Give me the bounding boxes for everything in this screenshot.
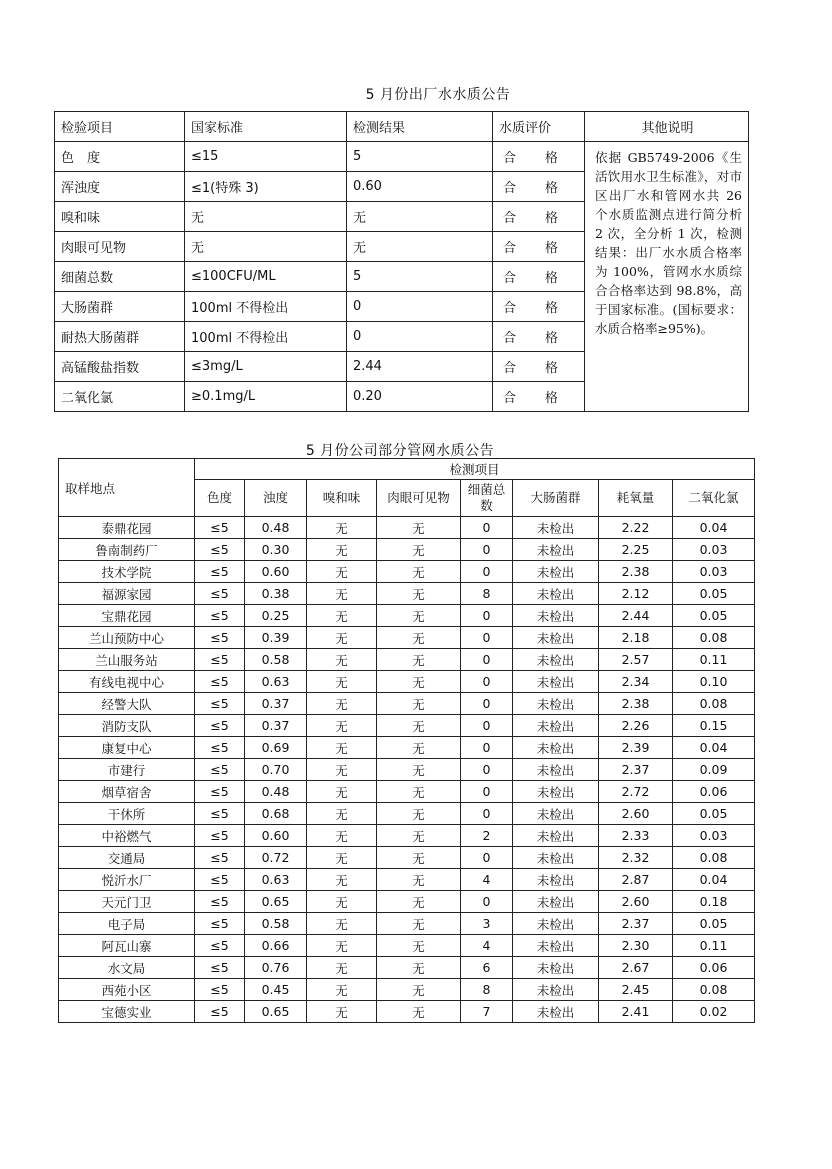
oxygen-cell: 2.22 [599,517,673,539]
bacteria-cell: 6 [461,957,513,979]
coliform-cell: 未检出 [513,715,599,737]
evaluation-cell: 合 格 [493,382,585,412]
chlorine-cell: 0.05 [673,583,755,605]
site-cell: 市建行 [59,759,195,781]
site-cell: 阿瓦山寨 [59,935,195,957]
standard-cell: ≥0.1mg/L [185,382,347,412]
color-cell: ≤5 [195,605,245,627]
odor-cell: 无 [307,627,377,649]
evaluation-cell: 合 格 [493,142,585,172]
factory-water-table [54,111,749,412]
visible-cell: 无 [377,627,461,649]
bacteria-cell: 3 [461,913,513,935]
bacteria-cell: 8 [461,583,513,605]
table-row [59,913,755,935]
standard-cell: 无 [185,202,347,232]
result-cell: 5 [347,142,493,172]
turbidity-cell: 0.65 [245,1001,307,1023]
standard-cell: ≤100CFU/ML [185,262,347,292]
odor-cell: 无 [307,539,377,561]
evaluation-cell: 合 格 [493,172,585,202]
visible-cell: 无 [377,935,461,957]
oxygen-cell: 2.72 [599,781,673,803]
visible-cell: 无 [377,759,461,781]
coliform-cell: 未检出 [513,891,599,913]
odor-cell: 无 [307,715,377,737]
coliform-cell: 未检出 [513,803,599,825]
site-cell: 天元门卫 [59,891,195,913]
coliform-cell: 未检出 [513,671,599,693]
odor-cell: 无 [307,1001,377,1023]
table-row [59,605,755,627]
coliform-cell: 未检出 [513,913,599,935]
bacteria-cell: 0 [461,781,513,803]
chlorine-cell: 0.02 [673,1001,755,1023]
result-cell: 无 [347,202,493,232]
color-cell: ≤5 [195,539,245,561]
coliform-cell: 未检出 [513,825,599,847]
site-cell: 中裕燃气 [59,825,195,847]
odor-cell: 无 [307,561,377,583]
color-cell: ≤5 [195,957,245,979]
visible-cell: 无 [377,869,461,891]
oxygen-cell: 2.37 [599,759,673,781]
odor-cell: 无 [307,891,377,913]
bacteria-cell: 8 [461,979,513,1001]
visible-cell: 无 [377,561,461,583]
evaluation-cell: 合 格 [493,202,585,232]
chlorine-cell: 0.18 [673,891,755,913]
table-row [59,693,755,715]
turbidity-cell: 0.58 [245,913,307,935]
coliform-cell: 未检出 [513,693,599,715]
chlorine-cell: 0.05 [673,605,755,627]
chlorine-cell: 0.05 [673,803,755,825]
item-cell: 大肠菌群 [55,292,185,322]
bacteria-cell: 0 [461,803,513,825]
oxygen-cell: 2.60 [599,891,673,913]
site-cell: 兰山预防中心 [59,627,195,649]
coliform-cell: 未检出 [513,737,599,759]
chlorine-cell: 0.15 [673,715,755,737]
header-chlorine: 二氧化氯 [673,480,755,517]
oxygen-cell: 2.44 [599,605,673,627]
table-row [59,1001,755,1023]
header-oxygen: 耗氧量 [599,480,673,517]
header-item: 检验项目 [55,112,185,142]
color-cell: ≤5 [195,891,245,913]
table-row [59,517,755,539]
oxygen-cell: 2.12 [599,583,673,605]
chlorine-cell: 0.08 [673,627,755,649]
visible-cell: 无 [377,539,461,561]
oxygen-cell: 2.25 [599,539,673,561]
visible-cell: 无 [377,891,461,913]
turbidity-cell: 0.60 [245,561,307,583]
visible-cell: 无 [377,957,461,979]
chlorine-cell: 0.08 [673,979,755,1001]
bacteria-cell: 2 [461,825,513,847]
header-group: 检测项目 [195,459,755,480]
table-row [59,649,755,671]
visible-cell: 无 [377,671,461,693]
oxygen-cell: 2.32 [599,847,673,869]
coliform-cell: 未检出 [513,627,599,649]
color-cell: ≤5 [195,825,245,847]
bacteria-cell: 0 [461,715,513,737]
color-cell: ≤5 [195,759,245,781]
standard-cell: 无 [185,232,347,262]
factory-water-title: 5 月份出厂水水质公告 [365,87,511,103]
oxygen-cell: 2.37 [599,913,673,935]
coliform-cell: 未检出 [513,957,599,979]
bacteria-cell: 0 [461,539,513,561]
odor-cell: 无 [307,517,377,539]
turbidity-cell: 0.63 [245,869,307,891]
site-cell: 鲁南制药厂 [59,539,195,561]
turbidity-cell: 0.76 [245,957,307,979]
site-cell: 悦沂水厂 [59,869,195,891]
standard-cell: ≤15 [185,142,347,172]
coliform-cell: 未检出 [513,759,599,781]
site-cell: 技术学院 [59,561,195,583]
header-coliform: 大肠菌群 [513,480,599,517]
result-cell: 0.60 [347,172,493,202]
table-row [59,957,755,979]
item-cell: 嗅和味 [55,202,185,232]
turbidity-cell: 0.69 [245,737,307,759]
oxygen-cell: 2.45 [599,979,673,1001]
header-result: 检测结果 [347,112,493,142]
table-row [59,715,755,737]
bacteria-cell: 0 [461,517,513,539]
turbidity-cell: 0.38 [245,583,307,605]
color-cell: ≤5 [195,913,245,935]
site-cell: 泰鼎花园 [59,517,195,539]
note-cell: 依据 GB5749-2006《生活饮用水卫生标准》，对市区出厂水和管网水共 26 个水质监测点进行简分析 2 次，全分析 1 次，检测结果：出厂水水质合格率为 100%，管网水水质综合合格率达到 98.8%，高于国家标准。(国标要求：水质合格率≥95%)。 [585,142,749,412]
site-cell: 宝德实业 [59,1001,195,1023]
site-cell: 水文局 [59,957,195,979]
coliform-cell: 未检出 [513,517,599,539]
table-row [59,869,755,891]
color-cell: ≤5 [195,781,245,803]
evaluation-cell: 合 格 [493,292,585,322]
odor-cell: 无 [307,583,377,605]
color-cell: ≤5 [195,715,245,737]
odor-cell: 无 [307,979,377,1001]
site-cell: 有线电视中心 [59,671,195,693]
color-cell: ≤5 [195,583,245,605]
table-row [59,781,755,803]
turbidity-cell: 0.63 [245,671,307,693]
oxygen-cell: 2.18 [599,627,673,649]
oxygen-cell: 2.41 [599,1001,673,1023]
coliform-cell: 未检出 [513,605,599,627]
chlorine-cell: 0.04 [673,869,755,891]
site-cell: 干休所 [59,803,195,825]
table-row [59,759,755,781]
visible-cell: 无 [377,517,461,539]
coliform-cell: 未检出 [513,781,599,803]
table-row [59,891,755,913]
coliform-cell: 未检出 [513,979,599,1001]
header-visible: 肉眼可见物 [377,480,461,517]
color-cell: ≤5 [195,979,245,1001]
bacteria-cell: 0 [461,649,513,671]
item-cell: 二氧化氯 [55,382,185,412]
table-row [59,825,755,847]
chlorine-cell: 0.06 [673,781,755,803]
turbidity-cell: 0.68 [245,803,307,825]
header-bacteria: 细菌总数 [461,480,513,517]
oxygen-cell: 2.67 [599,957,673,979]
visible-cell: 无 [377,1001,461,1023]
odor-cell: 无 [307,737,377,759]
visible-cell: 无 [377,913,461,935]
oxygen-cell: 2.33 [599,825,673,847]
header-site: 取样地点 [59,459,195,517]
table-row [59,737,755,759]
oxygen-cell: 2.39 [599,737,673,759]
chlorine-cell: 0.04 [673,737,755,759]
coliform-cell: 未检出 [513,1001,599,1023]
bacteria-cell: 0 [461,737,513,759]
color-cell: ≤5 [195,803,245,825]
table-row [59,561,755,583]
item-cell: 细菌总数 [55,262,185,292]
header-standard: 国家标准 [185,112,347,142]
header-color: 色度 [195,480,245,517]
oxygen-cell: 2.57 [599,649,673,671]
table-row [59,847,755,869]
chlorine-cell: 0.08 [673,847,755,869]
coliform-cell: 未检出 [513,847,599,869]
result-cell: 5 [347,262,493,292]
color-cell: ≤5 [195,1001,245,1023]
turbidity-cell: 0.48 [245,517,307,539]
color-cell: ≤5 [195,671,245,693]
bacteria-cell: 0 [461,693,513,715]
color-cell: ≤5 [195,649,245,671]
site-cell: 兰山服务站 [59,649,195,671]
visible-cell: 无 [377,803,461,825]
oxygen-cell: 2.87 [599,869,673,891]
color-cell: ≤5 [195,517,245,539]
standard-cell: ≤3mg/L [185,352,347,382]
color-cell: ≤5 [195,847,245,869]
chlorine-cell: 0.11 [673,935,755,957]
item-cell: 肉眼可见物 [55,232,185,262]
chlorine-cell: 0.04 [673,517,755,539]
turbidity-cell: 0.48 [245,781,307,803]
oxygen-cell: 2.26 [599,715,673,737]
header-odor: 嗅和味 [307,480,377,517]
turbidity-cell: 0.37 [245,693,307,715]
color-cell: ≤5 [195,935,245,957]
evaluation-cell: 合 格 [493,322,585,352]
network-water-title: 5 月份公司部分管网水质公告 [305,443,495,459]
odor-cell: 无 [307,825,377,847]
result-cell: 0 [347,292,493,322]
odor-cell: 无 [307,935,377,957]
table-row [55,142,749,172]
chlorine-cell: 0.06 [673,957,755,979]
turbidity-cell: 0.72 [245,847,307,869]
odor-cell: 无 [307,913,377,935]
visible-cell: 无 [377,825,461,847]
chlorine-cell: 0.09 [673,759,755,781]
visible-cell: 无 [377,583,461,605]
oxygen-cell: 2.34 [599,671,673,693]
table-row [59,803,755,825]
oxygen-cell: 2.38 [599,693,673,715]
visible-cell: 无 [377,605,461,627]
table-row [59,583,755,605]
visible-cell: 无 [377,979,461,1001]
bacteria-cell: 0 [461,891,513,913]
odor-cell: 无 [307,693,377,715]
odor-cell: 无 [307,869,377,891]
network-water-table [58,458,755,1023]
turbidity-cell: 0.25 [245,605,307,627]
header-note: 其他说明 [585,112,749,142]
chlorine-cell: 0.08 [673,693,755,715]
oxygen-cell: 2.60 [599,803,673,825]
header-evaluation: 水质评价 [493,112,585,142]
color-cell: ≤5 [195,627,245,649]
coliform-cell: 未检出 [513,869,599,891]
visible-cell: 无 [377,737,461,759]
odor-cell: 无 [307,781,377,803]
evaluation-cell: 合 格 [493,232,585,262]
turbidity-cell: 0.30 [245,539,307,561]
standard-cell: 100ml 不得检出 [185,322,347,352]
bacteria-cell: 0 [461,671,513,693]
chlorine-cell: 0.03 [673,539,755,561]
table-header-row [59,459,755,480]
table-header-row [55,112,749,142]
coliform-cell: 未检出 [513,561,599,583]
bacteria-cell: 0 [461,561,513,583]
item-cell: 浑浊度 [55,172,185,202]
bacteria-cell: 0 [461,759,513,781]
standard-cell: 100ml 不得检出 [185,292,347,322]
visible-cell: 无 [377,715,461,737]
evaluation-cell: 合 格 [493,262,585,292]
table-row [59,671,755,693]
chlorine-cell: 0.03 [673,825,755,847]
odor-cell: 无 [307,605,377,627]
site-cell: 西苑小区 [59,979,195,1001]
coliform-cell: 未检出 [513,583,599,605]
coliform-cell: 未检出 [513,935,599,957]
visible-cell: 无 [377,693,461,715]
turbidity-cell: 0.70 [245,759,307,781]
result-cell: 0 [347,322,493,352]
oxygen-cell: 2.38 [599,561,673,583]
item-cell: 耐热大肠菌群 [55,322,185,352]
odor-cell: 无 [307,649,377,671]
site-cell: 烟草宿舍 [59,781,195,803]
bacteria-cell: 0 [461,847,513,869]
turbidity-cell: 0.60 [245,825,307,847]
chlorine-cell: 0.03 [673,561,755,583]
turbidity-cell: 0.65 [245,891,307,913]
chlorine-cell: 0.11 [673,649,755,671]
bacteria-cell: 0 [461,627,513,649]
visible-cell: 无 [377,649,461,671]
color-cell: ≤5 [195,561,245,583]
turbidity-cell: 0.37 [245,715,307,737]
odor-cell: 无 [307,803,377,825]
coliform-cell: 未检出 [513,539,599,561]
bacteria-cell: 7 [461,1001,513,1023]
result-cell: 无 [347,232,493,262]
turbidity-cell: 0.39 [245,627,307,649]
color-cell: ≤5 [195,693,245,715]
bacteria-cell: 0 [461,605,513,627]
site-cell: 消防支队 [59,715,195,737]
odor-cell: 无 [307,957,377,979]
visible-cell: 无 [377,781,461,803]
color-cell: ≤5 [195,737,245,759]
oxygen-cell: 2.30 [599,935,673,957]
item-cell: 色 度 [55,142,185,172]
coliform-cell: 未检出 [513,649,599,671]
bacteria-cell: 4 [461,935,513,957]
turbidity-cell: 0.45 [245,979,307,1001]
odor-cell: 无 [307,847,377,869]
site-cell: 康复中心 [59,737,195,759]
header-turbidity: 浊度 [245,480,307,517]
visible-cell: 无 [377,847,461,869]
table-row [59,935,755,957]
site-cell: 交通局 [59,847,195,869]
result-cell: 2.44 [347,352,493,382]
odor-cell: 无 [307,671,377,693]
site-cell: 电子局 [59,913,195,935]
turbidity-cell: 0.58 [245,649,307,671]
site-cell: 经警大队 [59,693,195,715]
chlorine-cell: 0.05 [673,913,755,935]
chlorine-cell: 0.10 [673,671,755,693]
bacteria-cell: 4 [461,869,513,891]
site-cell: 宝鼎花园 [59,605,195,627]
item-cell: 高锰酸盐指数 [55,352,185,382]
standard-cell: ≤1(特殊 3) [185,172,347,202]
table-row [59,627,755,649]
table-row [59,539,755,561]
color-cell: ≤5 [195,869,245,891]
site-cell: 福源家园 [59,583,195,605]
odor-cell: 无 [307,759,377,781]
evaluation-cell: 合 格 [493,352,585,382]
table-row [59,979,755,1001]
result-cell: 0.20 [347,382,493,412]
turbidity-cell: 0.66 [245,935,307,957]
